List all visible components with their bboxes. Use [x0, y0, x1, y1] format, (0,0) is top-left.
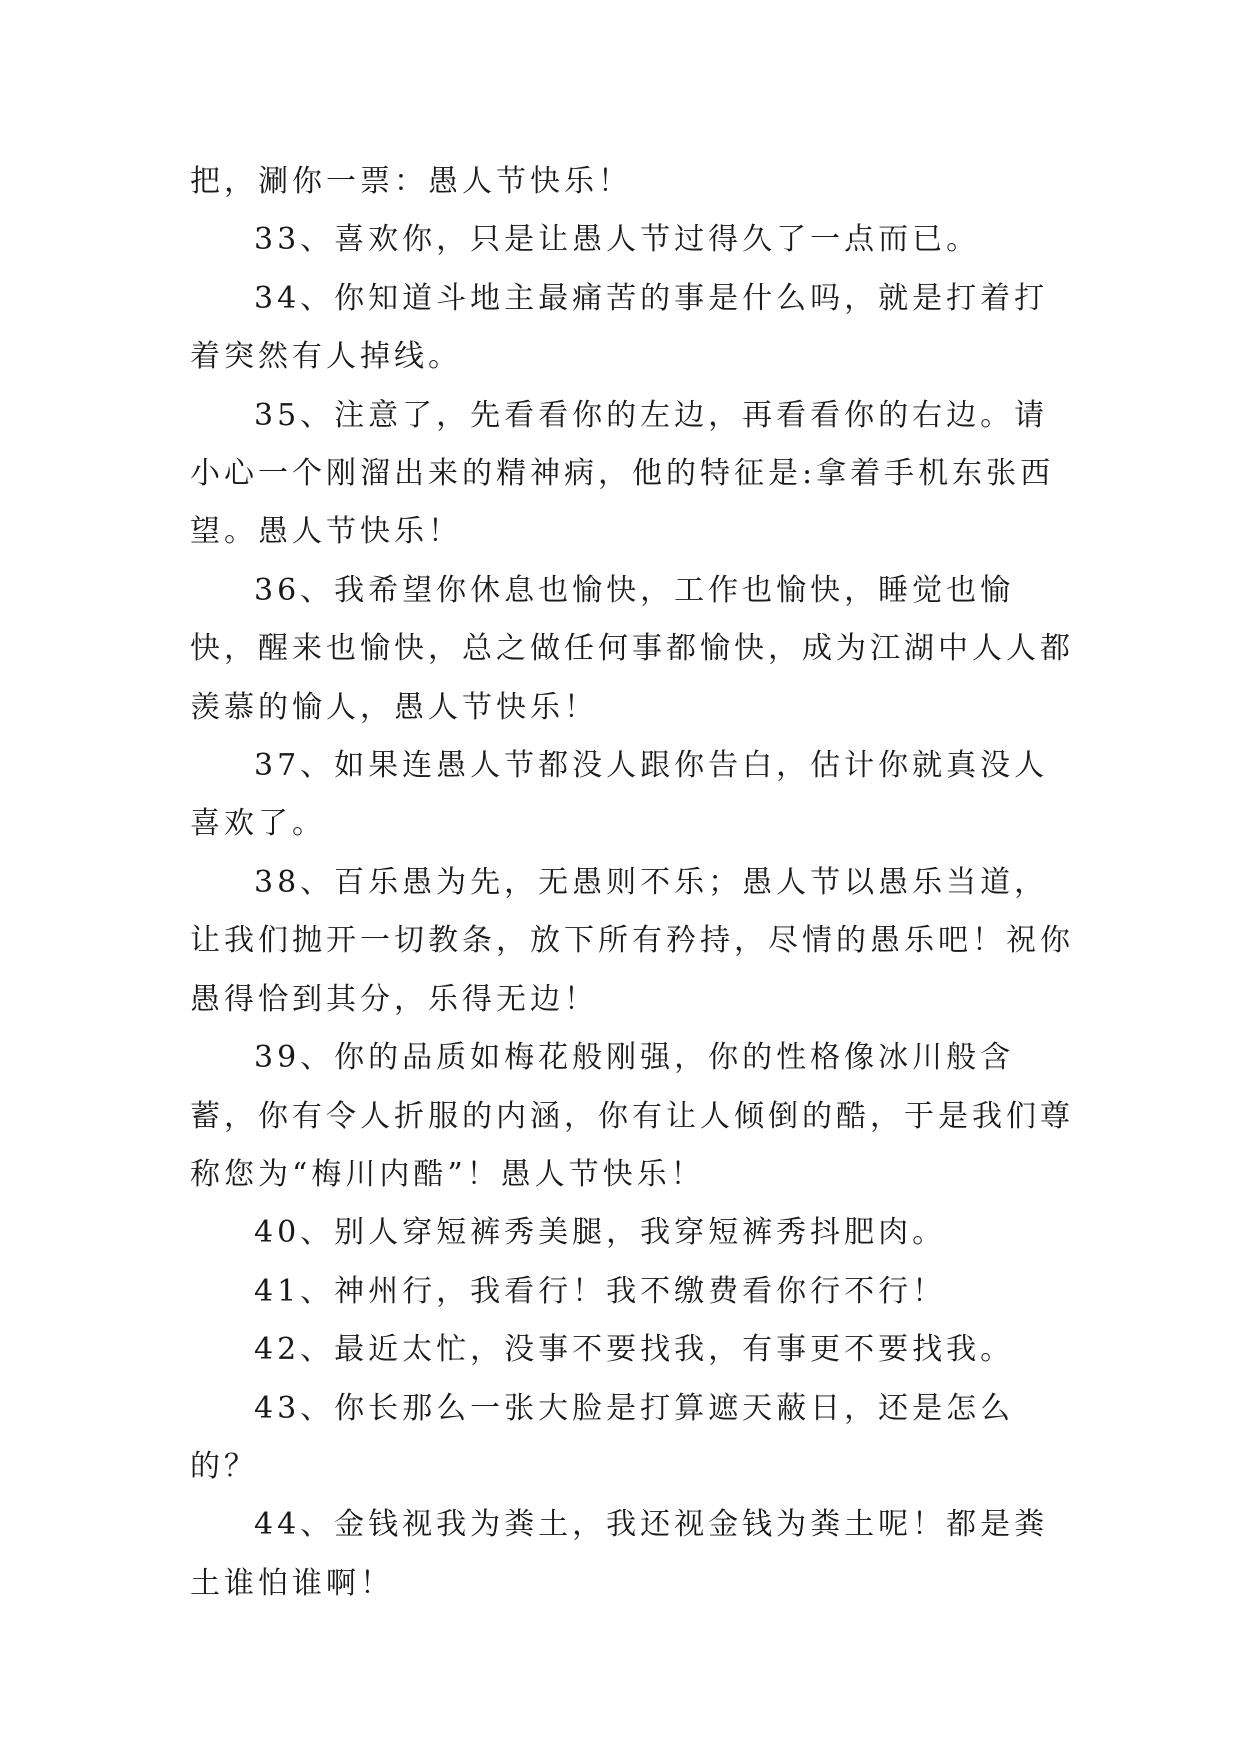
document-body: [190, 153, 1080, 1613]
paragraph-36: 36、我希望你休息也愉快，工作也愉快，睡觉也愉快，醒来也愉快，总之做任何事都愉快，成为江湖中人人都羡慕的愉人，愚人节快乐！: [190, 572, 1074, 725]
paragraph-43: 43、你长那么一张大脸是打算遮天蔽日，还是怎么的？: [190, 1390, 1015, 1484]
paragraph-continuation: 把，涮你一票：愚人节快乐！: [190, 164, 632, 199]
paragraph-42: 42、最近太忙，没事不要找我，有事更不要找我。: [254, 1332, 1015, 1368]
paragraph-34: 34、你知道斗地主最痛苦的事是什么吗，就是打着打着突然有人掉线。: [190, 280, 1049, 375]
paragraph-40: 40、别人穿短裤秀美腿，我穿短裤秀抖肥肉。: [254, 1215, 947, 1251]
paragraph-44: 44、金钱视我为粪土，我还视金钱为粪土呢！都是粪土谁怕谁啊！: [190, 1507, 1049, 1601]
paragraph-33: 33、喜欢你，只是让愚人节过得久了一点而已。: [254, 222, 981, 258]
paragraph-35: 35、注意了，先看看你的左边，再看看你的右边。请小心一个刚溜出来的精神病，他的特征是:拿着手机东张西望。愚人节快乐！: [190, 397, 1055, 550]
paragraph-41: 41、神州行，我看行！我不缴费看你行不行！: [254, 1273, 947, 1309]
paragraph-39: 39、你的品质如梅花般刚强，你的性格像冰川般含蓄，你有令人折服的内涵，你有让人倾倒的酷，于是我们尊称您为“梅川内酷”！愚人节快乐！: [190, 1040, 1074, 1192]
paragraph-37: 37、如果连愚人节都没人跟你告白，估计你就真没人喜欢了。: [190, 748, 1049, 842]
paragraph-38: 38、百乐愚为先，无愚则不乐；愚人节以愚乐当道，让我们抛开一切教条，放下所有矜持，尽情的愚乐吧！祝你愚得恰到其分，乐得无边！: [190, 864, 1074, 1017]
